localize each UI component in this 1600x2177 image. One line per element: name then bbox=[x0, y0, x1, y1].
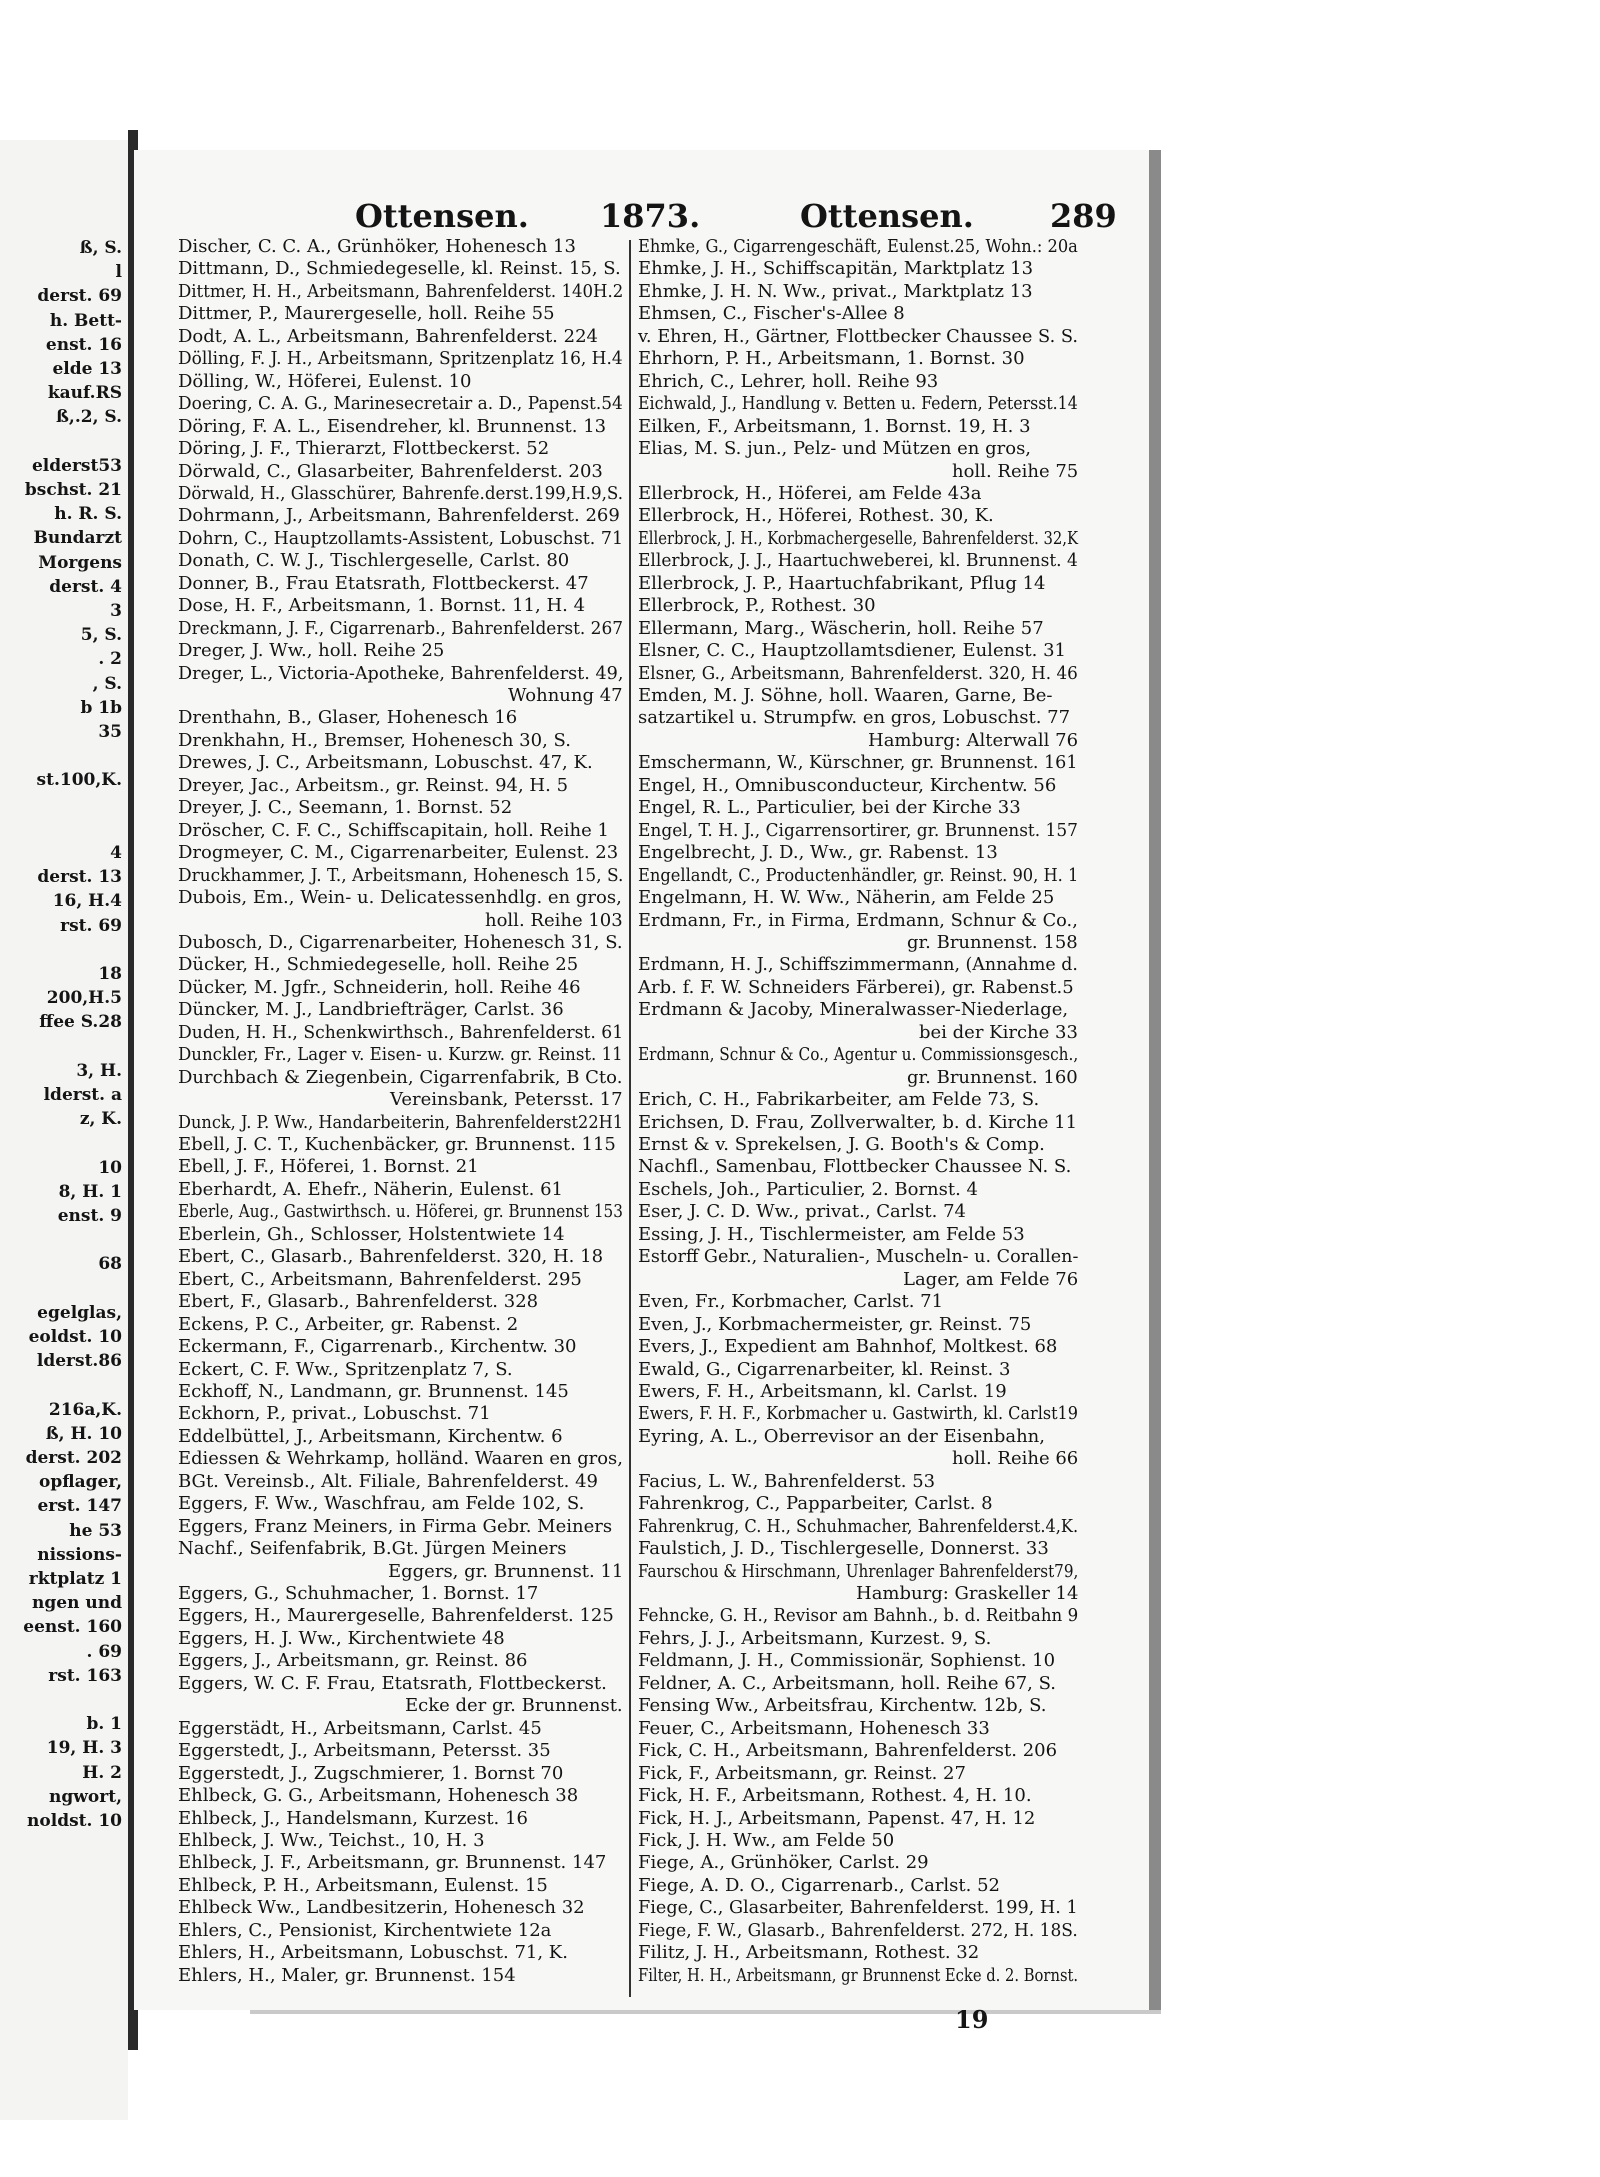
directory-entry: Ewers, F. H., Arbeitsmann, kl. Carlst. 19 bbox=[638, 1380, 1007, 1402]
left-page-fragment: 8, H. 1 bbox=[58, 1181, 122, 1202]
directory-entry: Ellermann, Marg., Wäscherin, holl. Reihe 57 bbox=[638, 617, 1044, 639]
directory-entry: Dose, H. F., Arbeitsmann, 1. Bornst. 11, H. 4 bbox=[178, 595, 586, 617]
header-left-place: Ottensen. bbox=[355, 197, 529, 235]
directory-entry: Drewes, J. C., Arbeitsmann, Lobuschst. 47, K. bbox=[178, 752, 593, 774]
left-page-fragment: b 1b bbox=[80, 697, 122, 718]
directory-entry: Engelmann, H. W. Ww., Näherin, am Felde 25 bbox=[638, 887, 1055, 909]
left-page-fragment: z, K. bbox=[79, 1109, 122, 1130]
directory-entry: Eggers, J., Arbeitsmann, gr. Reinst. 86 bbox=[178, 1650, 528, 1672]
directory-entry: Eschels, Joh., Particulier, 2. Bornst. 4 bbox=[638, 1178, 979, 1200]
directory-entry: Nachfl., Samenbau, Flottbecker Chaussee N. S. bbox=[638, 1156, 1072, 1178]
directory-entry: Evers, J., Expedient am Bahnhof, Moltkest. 68 bbox=[638, 1336, 1058, 1358]
directory-entry: Doering, C. A. G., Marinesecretair a. D., Papenst.54 bbox=[178, 393, 623, 415]
directory-entry: Dreyer, Jac., Arbeitsm., gr. Reinst. 94, H. 5 bbox=[178, 774, 569, 796]
left-page-fragment: elde 13 bbox=[52, 359, 122, 379]
directory-entry: Eberhardt, A. Ehefr., Näherin, Eulenst. 61 bbox=[178, 1178, 564, 1200]
directory-entry: Erdmann, Schnur & Co., Agentur u. Commissionsgesch., bbox=[638, 1044, 1079, 1066]
directory-entry: Dubois, Em., Wein- u. Delicatessenhdlg. en gros, bbox=[178, 887, 622, 909]
directory-entry: Ehrhorn, P. H., Arbeitsmann, 1. Bornst. 30 bbox=[638, 348, 1025, 370]
directory-entry: Druckhammer, J. T., Arbeitsmann, Hohenesch 15, S. bbox=[178, 864, 624, 886]
directory-entry: Dreger, J. Ww., holl. Reihe 25 bbox=[178, 640, 445, 662]
left-page-fragment: eoldst. 10 bbox=[28, 1327, 122, 1347]
column-divider bbox=[629, 240, 631, 1997]
directory-entry: Emschermann, W., Kürschner, gr. Brunnenst. 161 bbox=[638, 752, 1078, 774]
left-page-fragment: ß, H. 10 bbox=[45, 1423, 122, 1444]
left-page-fragment: enst. 9 bbox=[57, 1206, 122, 1226]
left-page-fragment: 16, H.4 bbox=[52, 891, 122, 912]
directory-entry: Facius, L. W., Bahrenfelderst. 53 bbox=[638, 1470, 936, 1492]
directory-entry: Ehmke, J. H. N. Ww., privat., Marktplatz 13 bbox=[638, 280, 1033, 302]
directory-entry: Döring, J. F., Thierarzt, Flottbeckerst. 52 bbox=[178, 438, 550, 460]
left-page-fragment: 5, S. bbox=[80, 625, 122, 646]
directory-entry: Fick, F., Arbeitsmann, gr. Reinst. 27 bbox=[638, 1762, 966, 1784]
left-page-fragment: l bbox=[115, 262, 122, 283]
left-page-fragment: . 69 bbox=[86, 1641, 122, 1662]
directory-entry: Erdmann, H. J., Schiffszimmermann, (Annahme d. bbox=[638, 954, 1078, 976]
directory-entry: Ebert, F., Glasarb., Bahrenfelderst. 328 bbox=[178, 1291, 539, 1313]
directory-entry: v. Ehren, H., Gärtner, Flottbecker Chaussee S. S. bbox=[638, 325, 1079, 347]
directory-entry: Fick, J. H. Ww., am Felde 50 bbox=[638, 1829, 895, 1851]
directory-entry: Hamburg: Alterwall 76 bbox=[868, 729, 1079, 751]
directory-entry: Fick, C. H., Arbeitsmann, Bahrenfelderst. 206 bbox=[638, 1740, 1058, 1762]
directory-entry: Ebell, J. F., Höferei, 1. Bornst. 21 bbox=[178, 1156, 479, 1178]
directory-entry: Nachf., Seifenfabrik, B.Gt. Jürgen Meiners bbox=[178, 1538, 567, 1560]
left-page-fragment: ß,.2, S. bbox=[55, 407, 122, 428]
directory-entry: Ehmsen, C., Fischer's-Allee 8 bbox=[638, 303, 905, 325]
directory-entry: Eggerstädt, H., Arbeitsmann, Carlst. 45 bbox=[178, 1717, 542, 1739]
directory-entry: Feuer, C., Arbeitsmann, Hohenesch 33 bbox=[638, 1717, 990, 1739]
directory-entry: BGt. Vereinsb., Alt. Filiale, Bahrenfelderst. 49 bbox=[178, 1470, 598, 1492]
directory-entry: Ehlers, H., Maler, gr. Brunnenst. 154 bbox=[178, 1964, 516, 1986]
page-edge-shadow bbox=[1149, 150, 1161, 2010]
directory-entry: Lager, am Felde 76 bbox=[903, 1268, 1079, 1290]
left-page-fragment: 18 bbox=[98, 964, 122, 984]
directory-entry: Duden, H. H., Schenkwirthsch., Bahrenfelderst. 61 bbox=[178, 1021, 624, 1043]
directory-entry: Wohnung 47 bbox=[508, 685, 623, 706]
directory-entry: Ehrich, C., Lehrer, holl. Reihe 93 bbox=[638, 370, 939, 392]
directory-entry: Ehmke, G., Cigarrengeschäft, Eulenst.25, Wohn.: 20a bbox=[638, 236, 1078, 257]
directory-entry: Eckens, P. C., Arbeiter, gr. Rabenst. 2 bbox=[178, 1313, 519, 1335]
directory-entry: Fahrenkrug, C. H., Schuhmacher, Bahrenfelderst.4,K. bbox=[638, 1515, 1079, 1537]
directory-entry: Dodt, A. L., Arbeitsmann, Bahrenfelderst. 224 bbox=[178, 325, 598, 347]
directory-entry: Eilken, F., Arbeitsmann, 1. Bornst. 19, H. 3 bbox=[638, 415, 1031, 437]
left-page-fragment: , S. bbox=[92, 673, 122, 694]
left-page-fragment: elderst53 bbox=[31, 455, 122, 476]
left-page-fragment: b. 1 bbox=[86, 1714, 122, 1735]
directory-entry: Drenthahn, B., Glaser, Hohenesch 16 bbox=[178, 707, 518, 729]
directory-entry: Ellerbrock, H., Höferei, am Felde 43a bbox=[638, 482, 982, 504]
directory-entry: Even, Fr., Korbmacher, Carlst. 71 bbox=[638, 1291, 944, 1313]
directory-entry: Ellerbrock, H., Höferei, Rothest. 30, K. bbox=[638, 505, 994, 527]
directory-entry: satzartikel u. Strumpfw. en gros, Lobuschst. 77 bbox=[638, 707, 1071, 729]
left-page-fragment: . 2 bbox=[98, 649, 122, 670]
directory-entry: Engellandt, C., Productenhändler, gr. Reinst. 90, H. 1 bbox=[638, 864, 1079, 886]
directory-entry: Ehlbeck, J. F., Arbeitsmann, gr. Brunnenst. 147 bbox=[178, 1852, 607, 1874]
directory-entry: Fiege, F. W., Glasarb., Bahrenfelderst. 272, H. 18S. bbox=[638, 1919, 1078, 1941]
directory-entry: gr. Brunnenst. 158 bbox=[907, 931, 1078, 953]
directory-entry: Eddelbüttel, J., Arbeitsmann, Kirchentw. 6 bbox=[178, 1425, 563, 1447]
left-page-fragment: derst. 4 bbox=[49, 576, 122, 597]
left-page-fragment: rst. 69 bbox=[60, 915, 122, 936]
directory-entry: Erich, C. H., Fabrikarbeiter, am Felde 73, S. bbox=[638, 1089, 1040, 1111]
directory-entry: bei der Kirche 33 bbox=[919, 1021, 1078, 1043]
directory-entry: Dubosch, D., Cigarrenarbeiter, Hohenesch 31, S. bbox=[178, 931, 623, 953]
directory-entry: Even, J., Korbmachermeister, gr. Reinst. 75 bbox=[638, 1313, 1032, 1335]
directory-entry: Drogmeyer, C. M., Cigarrenarbeiter, Eulenst. 23 bbox=[178, 842, 619, 864]
directory-entry: Eckert, C. F. Ww., Spritzenplatz 7, S. bbox=[178, 1358, 513, 1380]
directory-entry: Estorff Gebr., Naturalien-, Muscheln- u. Corallen- bbox=[638, 1246, 1079, 1268]
left-page-fragment: ngen und bbox=[32, 1593, 122, 1614]
left-page-fragment: he 53 bbox=[69, 1520, 122, 1541]
left-page-edge bbox=[0, 140, 128, 2120]
left-page-fragment: kauf.RS bbox=[47, 383, 122, 404]
page-number: 289 bbox=[1050, 197, 1117, 235]
directory-entry: Ehmke, J. H., Schiffscapitän, Marktplatz 13 bbox=[638, 258, 1034, 280]
directory-entry: Dohrn, C., Hauptzollamts-Assistent, Lobuschst. 71 bbox=[178, 527, 624, 549]
directory-entry: Fensing Ww., Arbeitsfrau, Kirchentw. 12b, S. bbox=[638, 1695, 1047, 1717]
header-right-place: Ottensen. bbox=[800, 197, 974, 235]
left-page-fragment: lderst. a bbox=[43, 1085, 122, 1105]
left-page-fragment: erst. 147 bbox=[37, 1496, 122, 1517]
left-page-fragment: egelglas, bbox=[37, 1302, 122, 1323]
left-page-fragment: ß, S. bbox=[79, 238, 122, 258]
directory-entry: Eggerstedt, J., Zugschmierer, 1. Bornst 70 bbox=[178, 1762, 564, 1784]
left-page-fragment: noldst. 10 bbox=[27, 1811, 122, 1831]
directory-entry: Ecke der gr. Brunnenst. bbox=[405, 1695, 623, 1717]
left-page-fragment: 10 bbox=[98, 1157, 122, 1178]
directory-entry: Dreger, L., Victoria-Apotheke, Bahrenfelderst. 49, bbox=[178, 662, 624, 684]
directory-entry: Ellerbrock, J. J., Haartuchweberei, kl. Brunnenst. 4 bbox=[638, 550, 1078, 572]
signature-mark: 19 bbox=[955, 2005, 989, 2034]
directory-entry: Drenkhahn, H., Bremser, Hohenesch 30, S. bbox=[178, 729, 571, 751]
directory-entry: Dunck, J. P. Ww., Handarbeiterin, Bahrenfelderst22H1 bbox=[178, 1111, 624, 1133]
left-page-fragment: Morgens bbox=[38, 552, 122, 573]
directory-entry: Engel, H., Omnibusconducteur, Kirchentw. 56 bbox=[638, 774, 1057, 796]
directory-entry: Feldner, A. C., Arbeitsmann, holl. Reihe 67, S. bbox=[638, 1672, 1056, 1694]
directory-entry: Filitz, J. H., Arbeitsmann, Rothest. 32 bbox=[638, 1942, 980, 1964]
directory-entry: Dölling, F. J. H., Arbeitsmann, Spritzenplatz 16, H.4 bbox=[178, 348, 623, 370]
directory-entry: Dörwald, C., Glasarbeiter, Bahrenfelderst. 203 bbox=[178, 460, 603, 482]
directory-entry: Ehlbeck Ww., Landbesitzerin, Hohenesch 32 bbox=[178, 1897, 585, 1919]
directory-entry: Fiege, A. D. O., Cigarrenarb., Carlst. 52 bbox=[638, 1874, 1001, 1896]
directory-entry: Fiege, C., Glasarbeiter, Bahrenfelderst. 199, H. 1 bbox=[638, 1897, 1078, 1919]
left-page-fragment: nissions- bbox=[37, 1544, 122, 1565]
left-page-fragment: st.100,K. bbox=[36, 770, 122, 791]
directory-entry: Elias, M. S. jun., Pelz- und Mützen en gros, bbox=[638, 438, 1032, 460]
directory-entry: Eichwald, J., Handlung v. Betten u. Federn, Petersst.14 bbox=[638, 393, 1078, 415]
directory-entry: Eckhoff, N., Landmann, gr. Brunnenst. 145 bbox=[178, 1380, 569, 1402]
directory-entry: Dittmann, D., Schmiedegeselle, kl. Reinst. 15, S. bbox=[178, 258, 621, 280]
left-page-fragment: bschst. 21 bbox=[24, 480, 122, 500]
directory-entry: Arb. f. F. W. Schneiders Färberei), gr. Rabenst.5 bbox=[638, 976, 1074, 998]
directory-entry: Dittmer, P., Maurergeselle, holl. Reihe 55 bbox=[178, 303, 555, 325]
left-page-fragment: H. 2 bbox=[82, 1762, 122, 1783]
left-page-fragment: enst. 16 bbox=[45, 334, 122, 355]
directory-entry: Ellerbrock, J. H., Korbmachergeselle, Bahrenfelderst. 32,K bbox=[638, 527, 1079, 549]
directory-entry: Eckhorn, P., privat., Lobuschst. 71 bbox=[178, 1403, 491, 1425]
left-page-fragment: 19, H. 3 bbox=[46, 1738, 122, 1759]
directory-entry: Donner, B., Frau Etatsrath, Flottbeckerst. 47 bbox=[178, 572, 589, 594]
directory-entry: Fehrs, J. J., Arbeitsmann, Kurzest. 9, S. bbox=[638, 1627, 992, 1649]
directory-entry: Dörwald, H., Glasschürer, Bahrenfe.derst.199,H.9,S. bbox=[178, 482, 624, 504]
directory-entry: holl. Reihe 66 bbox=[952, 1448, 1079, 1470]
header-year: 1873. bbox=[600, 197, 701, 235]
directory-entry: Ehlers, C., Pensionist, Kirchentwiete 12a bbox=[178, 1919, 552, 1941]
directory-entry: Eggers, F. Ww., Waschfrau, am Felde 102, S. bbox=[178, 1493, 585, 1515]
directory-entry: Dreyer, J. C., Seemann, 1. Bornst. 52 bbox=[178, 797, 513, 819]
directory-entry: Discher, C. C. A., Grünhöker, Hohenesch 13 bbox=[178, 236, 576, 257]
directory-entry: Elsner, C. C., Hauptzollamtsdiener, Eulenst. 31 bbox=[638, 640, 1067, 662]
page-bottom-edge bbox=[250, 2010, 1161, 2014]
left-page-fragment: 4 bbox=[110, 843, 122, 863]
directory-entry: Dölling, W., Höferei, Eulenst. 10 bbox=[178, 370, 472, 392]
directory-entry: Engel, R. L., Particulier, bei der Kirche 33 bbox=[638, 797, 1021, 819]
left-page-fragment: ffee S.28 bbox=[39, 1012, 122, 1033]
left-page-fragment: rktplatz 1 bbox=[28, 1569, 122, 1589]
left-page-fragment: derst. 13 bbox=[37, 867, 122, 888]
directory-entry: Ehlbeck, J. Ww., Teichst., 10, H. 3 bbox=[178, 1829, 485, 1851]
left-page-fragment: 216a,K. bbox=[48, 1399, 122, 1420]
directory-entry: Feldmann, J. H., Commissionär, Sophienst. 10 bbox=[638, 1650, 1056, 1672]
directory-entry: Ewald, G., Cigarrenarbeiter, kl. Reinst. 3 bbox=[638, 1358, 1011, 1380]
directory-entry: Ehlbeck, P. H., Arbeitsmann, Eulenst. 15 bbox=[178, 1874, 548, 1896]
directory-entry: Fehncke, G. H., Revisor am Bahnh., b. d. Reitbahn 9 bbox=[638, 1605, 1079, 1627]
directory-entry: Ehlbeck, G. G., Arbeitsmann, Hohenesch 38 bbox=[178, 1785, 579, 1807]
directory-entry: Ediessen & Wehrkamp, holländ. Waaren en gros, bbox=[178, 1448, 623, 1470]
directory-entry: Dreckmann, J. F., Cigarrenarb., Bahrenfelderst. 267 bbox=[178, 617, 624, 639]
directory-entry: Erichsen, D. Frau, Zollverwalter, b. d. Kirche 11 bbox=[638, 1111, 1078, 1133]
directory-entry: Eberlein, Gh., Schlosser, Holstentwiete 14 bbox=[178, 1223, 565, 1245]
directory-entry: Eggers, H. J. Ww., Kirchentwiete 48 bbox=[178, 1627, 505, 1649]
directory-entry: Hamburg: Graskeller 14 bbox=[856, 1583, 1079, 1604]
directory-entry: Eggers, Franz Meiners, in Firma Gebr. Meiners bbox=[178, 1515, 613, 1537]
left-page-fragment: Bundarzt bbox=[33, 528, 122, 549]
directory-entry: Engel, T. H. J., Cigarrensortirer, gr. Brunnenst. 157 bbox=[638, 819, 1078, 841]
left-page-fragment: ngwort, bbox=[49, 1786, 122, 1807]
left-page-fragment: 68 bbox=[98, 1254, 122, 1275]
left-page-fragment: eenst. 160 bbox=[23, 1617, 122, 1638]
left-page-fragment: 35 bbox=[98, 722, 122, 742]
left-page-fragment: derst. 202 bbox=[25, 1448, 122, 1468]
directory-entry: Dohrmann, J., Arbeitsmann, Bahrenfelderst. 269 bbox=[178, 505, 620, 527]
directory-entry: Faulstich, J. D., Tischlergeselle, Donnerst. 33 bbox=[638, 1538, 1049, 1560]
left-page-fragment: rst. 163 bbox=[48, 1665, 122, 1686]
directory-entry: Ebert, C., Glasarb., Bahrenfelderst. 320, H. 18 bbox=[178, 1246, 604, 1268]
directory-entry: Fiege, A., Grünhöker, Carlst. 29 bbox=[638, 1852, 929, 1874]
directory-entry: Fahrenkrog, C., Papparbeiter, Carlst. 8 bbox=[638, 1493, 993, 1515]
directory-entry: Ellerbrock, J. P., Haartuchfabrikant, Pflug 14 bbox=[638, 572, 1046, 594]
directory-entry: Engelbrecht, J. D., Ww., gr. Rabenst. 13 bbox=[638, 842, 998, 864]
directory-entry: Eckermann, F., Cigarrenarb., Kirchentw. 30 bbox=[178, 1336, 577, 1358]
directory-entry: Eyring, A. L., Oberrevisor an der Eisenbahn, bbox=[638, 1425, 1045, 1447]
directory-entry: Dücker, H., Schmiedegeselle, holl. Reihe 25 bbox=[178, 954, 579, 976]
directory-entry: Ehlbeck, J., Handelsmann, Kurzest. 16 bbox=[178, 1807, 528, 1829]
directory-entry: Faurschou & Hirschmann, Uhrenlager Bahrenfelderst79, bbox=[638, 1560, 1079, 1582]
directory-entry: Fick, H. F., Arbeitsmann, Rothest. 4, H. 10. bbox=[638, 1785, 1032, 1807]
left-page-fragment: 3 bbox=[110, 601, 122, 621]
directory-entry: Eser, J. C. D. Ww., privat., Carlst. 74 bbox=[638, 1201, 966, 1223]
directory-entry: Ernst & v. Sprekelsen, J. G. Booth's & Comp. bbox=[638, 1134, 1045, 1155]
left-page-fragment: 200,H.5 bbox=[46, 988, 122, 1009]
directory-entry: Ehlers, H., Arbeitsmann, Lobuschst. 71, K. bbox=[178, 1942, 568, 1964]
directory-entry: Eggers, G., Schuhmacher, 1. Bornst. 17 bbox=[178, 1583, 539, 1604]
directory-entry: Ebell, J. C. T., Kuchenbäcker, gr. Brunnenst. 115 bbox=[178, 1134, 616, 1155]
directory-entry: Ewers, F. H. F., Korbmacher u. Gastwirth, kl. Carlst19 bbox=[638, 1403, 1078, 1425]
directory-entry: Düncker, M. J., Landbriefträger, Carlst. 36 bbox=[178, 999, 564, 1021]
directory-entry: Döring, F. A. L., Eisendreher, kl. Brunnenst. 13 bbox=[178, 415, 607, 437]
left-page-fragment: derst. 69 bbox=[37, 286, 122, 307]
directory-entry: Eggers, W. C. F. Frau, Etatsrath, Flottbeckerst. bbox=[178, 1672, 607, 1694]
directory-entry: Fick, H. J., Arbeitsmann, Papenst. 47, H. 12 bbox=[638, 1807, 1036, 1829]
directory-entry: Vereinsbank, Petersst. 17 bbox=[390, 1089, 623, 1111]
directory-entry: Erdmann, Fr., in Firma, Erdmann, Schnur & Co., bbox=[638, 909, 1078, 931]
left-page-fragment: opflager, bbox=[39, 1472, 122, 1493]
directory-entry: Filter, H. H., Arbeitsmann, gr Brunnenst Ecke d. 2. Bornst. bbox=[638, 1964, 1079, 1986]
directory-entry: holl. Reihe 103 bbox=[485, 909, 623, 931]
directory-entry: Ellerbrock, P., Rothest. 30 bbox=[638, 595, 876, 617]
directory-entry: Dröscher, C. F. C., Schiffscapitain, holl. Reihe 1 bbox=[178, 819, 609, 841]
directory-entry: Donath, C. W. J., Tischlergeselle, Carlst. 80 bbox=[178, 550, 570, 572]
directory-entry: Dücker, M. Jgfr., Schneiderin, holl. Reihe 46 bbox=[178, 976, 581, 998]
directory-entry: Eggers, H., Maurergeselle, Bahrenfelderst. 125 bbox=[178, 1605, 614, 1627]
directory-entry: Dunckler, Fr., Lager v. Eisen- u. Kurzw. gr. Reinst. 11 bbox=[178, 1044, 623, 1066]
directory-entry: Eggers, gr. Brunnenst. 11 bbox=[388, 1560, 624, 1582]
directory-entry: Emden, M. J. Söhne, holl. Waaren, Garne, Be- bbox=[638, 685, 1053, 706]
left-page-fragment: h. Bett- bbox=[49, 310, 122, 331]
left-page-fragment: h. R. S. bbox=[54, 504, 122, 525]
left-page-fragment: 3, H. bbox=[76, 1060, 122, 1081]
directory-entry: Durchbach & Ziegenbein, Cigarrenfabrik, B Cto. bbox=[178, 1066, 623, 1088]
directory-entry: Eberle, Aug., Gastwirthsch. u. Höferei, gr. Brunnenst 153 bbox=[178, 1201, 623, 1223]
directory-entry: Essing, J. H., Tischlermeister, am Felde 53 bbox=[638, 1223, 1025, 1245]
left-page-fragment: lderst.86 bbox=[36, 1351, 122, 1372]
directory-entry: Dittmer, H. H., Arbeitsmann, Bahrenfelderst. 140H.2 bbox=[178, 280, 624, 302]
directory-entry: Elsner, G., Arbeitsmann, Bahrenfelderst. 320, H. 46 bbox=[638, 662, 1078, 684]
directory-entry: holl. Reihe 75 bbox=[952, 460, 1079, 482]
directory-entry: gr. Brunnenst. 160 bbox=[907, 1066, 1078, 1088]
directory-entry: Erdmann & Jacoby, Mineralwasser-Niederlage, bbox=[638, 999, 1069, 1021]
directory-entry: Eggerstedt, J., Arbeitsmann, Petersst. 35 bbox=[178, 1740, 551, 1762]
directory-entry: Ebert, C., Arbeitsmann, Bahrenfelderst. 295 bbox=[178, 1268, 582, 1290]
